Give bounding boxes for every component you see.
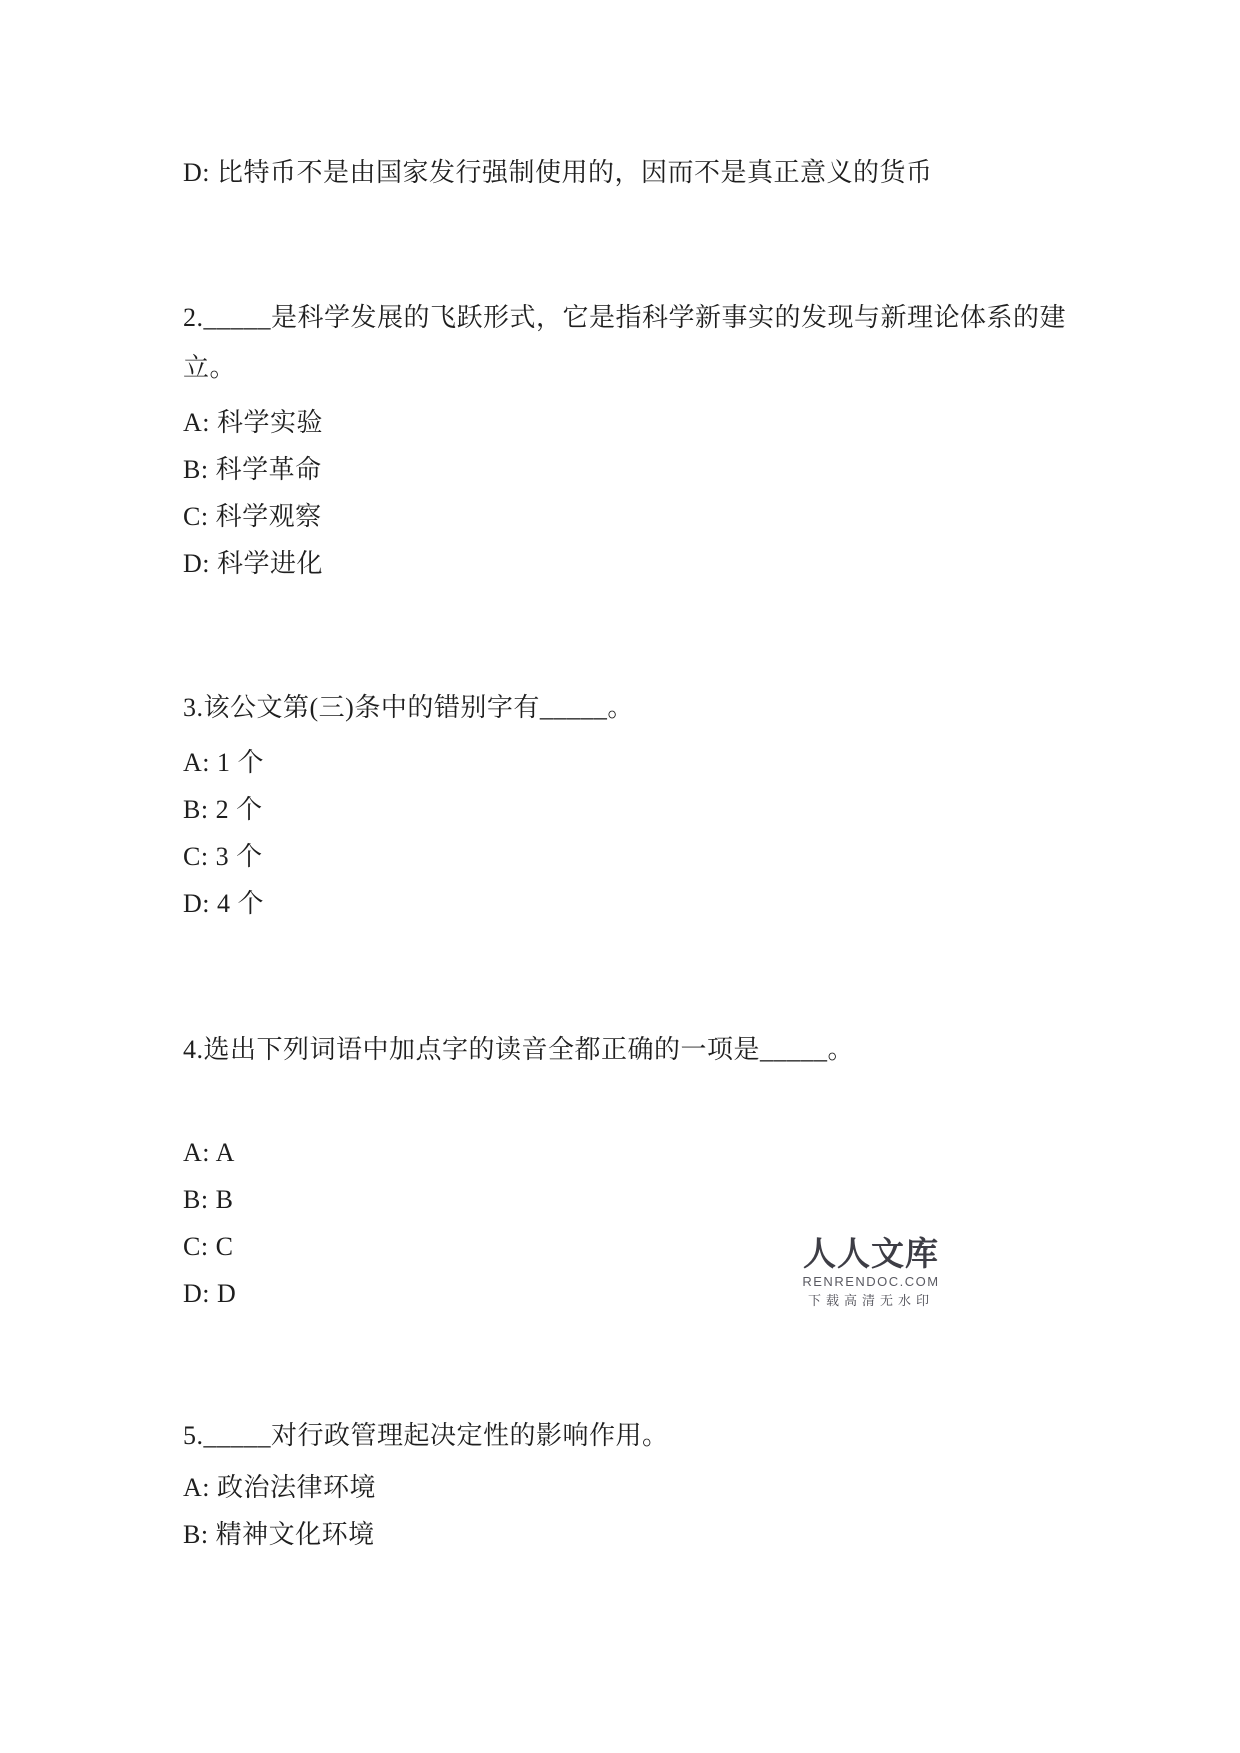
question-2-stem: [183, 293, 1090, 393]
question-3-stem: [183, 683, 1090, 733]
question-5-option-a: A: 政治法律环境: [183, 1473, 377, 1502]
question-2-option-d: D: 科学进化: [183, 549, 324, 578]
question-4-option-c: C: C: [183, 1232, 234, 1261]
watermark-logo-text: 人人文库: [803, 1237, 939, 1273]
question-2-option-b: B: 科学革命: [183, 455, 322, 484]
stem-line: 4.选出下列词语中加点字的读音全都正确的一项是_____。: [183, 1035, 855, 1064]
question-1-option-d: D: 比特币不是由国家发行强制使用的，因而不是真正意义的货币: [183, 158, 933, 187]
question-2-option-c: C: 科学观察: [183, 502, 322, 531]
question-3-option-a: A: 1 个: [183, 748, 265, 777]
question-4-option-d: D: D: [183, 1279, 237, 1308]
question-4-stem: [183, 1025, 1090, 1075]
watermark-tagline-text: 下载高清无水印: [807, 1293, 934, 1308]
stem-line: 立。: [183, 353, 237, 382]
stem-line: 3.该公文第(三)条中的错别字有_____。: [183, 693, 634, 722]
watermark-domain-text: RENRENDOC.COM: [802, 1274, 940, 1289]
stem-line: 5._____对行政管理起决定性的影响作用。: [183, 1421, 669, 1450]
question-2-option-a: A: 科学实验: [183, 408, 324, 437]
question-3-option-c: C: 3 个: [183, 842, 263, 871]
question-5-option-b: B: 精神文化环境: [183, 1520, 375, 1549]
question-3-option-d: D: 4 个: [183, 889, 265, 918]
question-4-option-b: B: B: [183, 1185, 234, 1214]
renrendoc-watermark: [798, 1237, 944, 1308]
question-5-stem: [183, 1411, 1090, 1461]
question-4-option-a: A: A: [183, 1138, 235, 1167]
stem-line: 2._____是科学发展的飞跃形式，它是指科学新事实的发现与新理论体系的建: [183, 303, 1067, 332]
question-3-option-b: B: 2 个: [183, 795, 263, 824]
